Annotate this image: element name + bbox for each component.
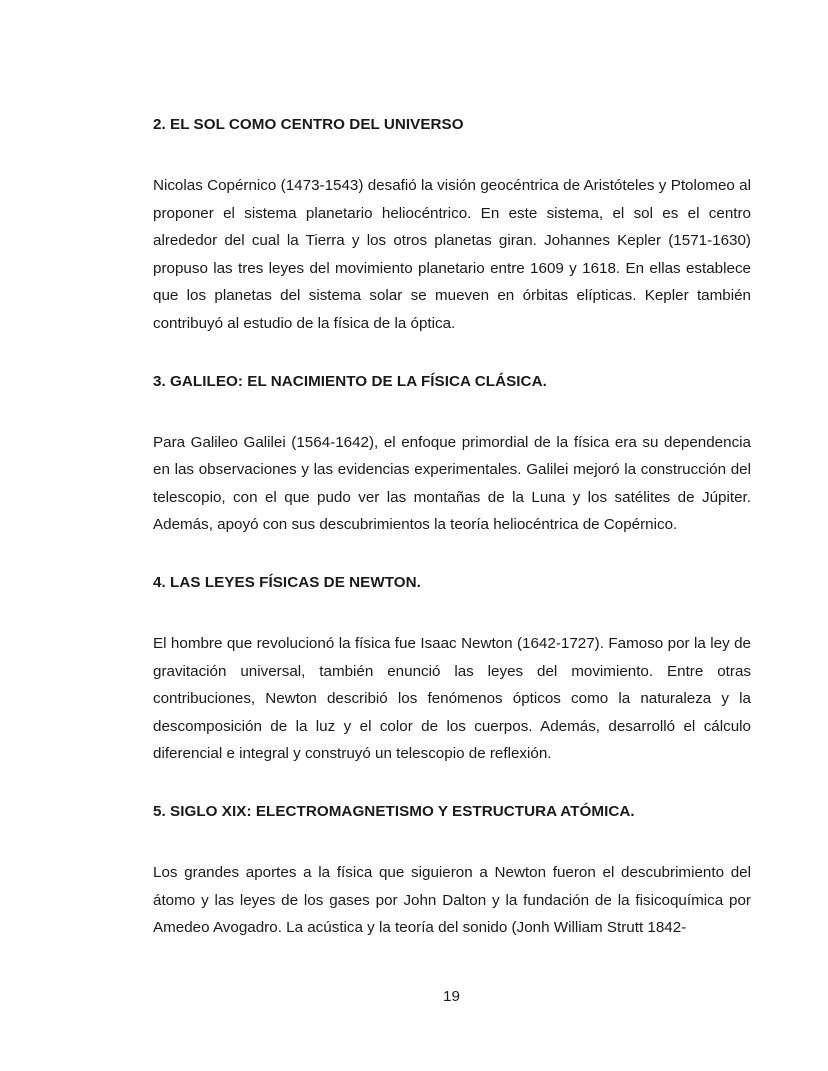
section-paragraph-newton: El hombre que revolucionó la física fue Isaac Newton (1642-1727). Famoso por la ley de gravitación universal, también enunció las leyes del movimiento. Entre otras contribuciones, Newton describió los fenómenos ópticos como la naturaleza y la descomposición de la luz y el color de los cuerpos. Además, desarrolló el cálculo diferencial e integral y construyó un telescopio de reflexión. — [153, 634, 751, 763]
section-heading-siglo-xix: 5. SIGLO XIX: ELECTROMAGNETISMO Y ESTRUCTURA ATÓMICA. — [153, 802, 635, 820]
section-heading-newton: 4. LAS LEYES FÍSICAS DE NEWTON. — [153, 573, 421, 591]
section-paragraph-siglo-xix: Los grandes aportes a la física que siguieron a Newton fueron el descubrimiento del átomo y las leyes de los gases por John Dalton y la fundación de la fisicoquímica por Amedeo Avogadro. La acústica y la teoría del sonido (Jonh William Strutt 1842- — [153, 863, 751, 937]
section-paragraph-galileo: Para Galileo Galilei (1564-1642), el enfoque primordial de la física era su dependencia en las observaciones y las evidencias experimentales. Galilei mejoró la construcción del telescopio, con el que pudo ver las montañas de la Luna y los satélites de Júpiter. Además, apoyó con sus descubrimientos la teoría heliocéntrica de Copérnico. — [153, 433, 751, 534]
section-heading-galileo: 3. GALILEO: EL NACIMIENTO DE LA FÍSICA CLÁSICA. — [153, 372, 547, 390]
section-paragraph-sol-centro: Nicolas Copérnico (1473-1543) desafió la visión geocéntrica de Aristóteles y Ptolomeo al proponer el sistema planetario heliocéntrico. En este sistema, el sol es el centro alrededor del cual la Tierra y los otros planetas giran. Johannes Kepler (1571-1630) propuso las tres leyes del movimiento planetario entre 1609 y 1618. En ellas establece que los planetas del sistema solar se mueven en órbitas elípticas. Kepler también contribuyó al estudio de la física de la óptica. — [153, 177, 751, 332]
page-content — [153, 114, 751, 942]
section-heading-sol-centro: 2. EL SOL COMO CENTRO DEL UNIVERSO — [153, 116, 464, 133]
page-number: 19 — [443, 988, 460, 1005]
